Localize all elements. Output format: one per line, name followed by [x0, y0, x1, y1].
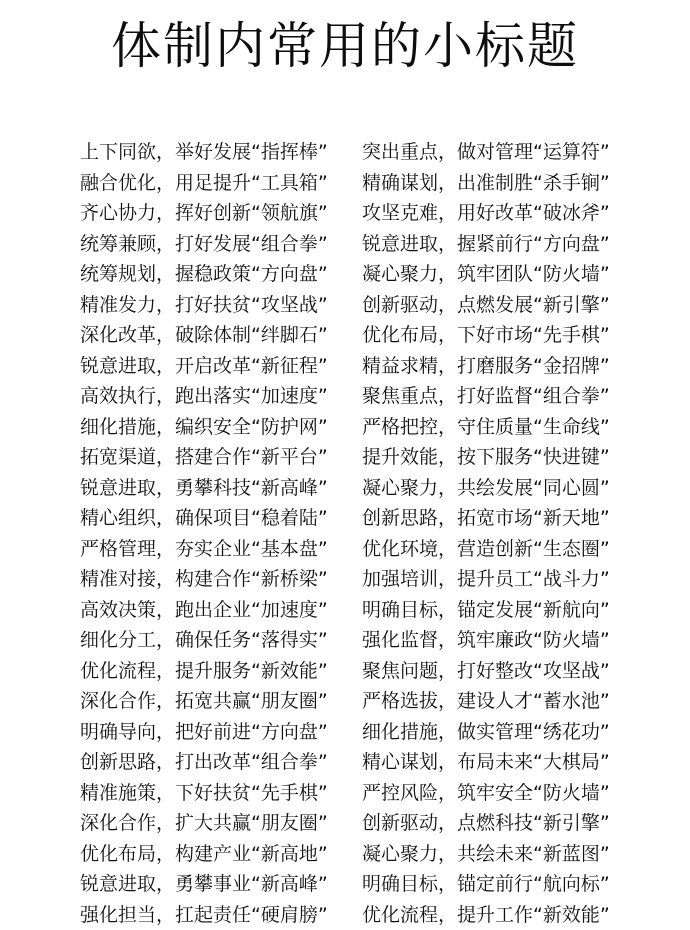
headline-right: 优化布局，下好市场“先手棋”	[362, 320, 610, 350]
headline-left: 优化布局，构建产业“新高地”	[80, 839, 328, 869]
headline-row	[0, 229, 690, 260]
headline-right: 加强培训，提升员工“战斗力”	[362, 564, 610, 594]
headline-right: 创新驱动，点燃发展“新引擎”	[362, 290, 610, 320]
headline-right: 精确谋划，出准制胜“杀手锏”	[362, 168, 610, 198]
headline-left: 齐心协力，挥好创新“领航旗”	[80, 198, 328, 228]
headline-right: 细化措施，做实管理“绣花功”	[362, 717, 610, 747]
headline-right: 攻坚克难，用好改革“破冰斧”	[362, 198, 610, 228]
headline-left: 上下同欲，举好发展“指挥棒”	[80, 137, 328, 167]
headline-row	[0, 808, 690, 839]
headline-row	[0, 320, 690, 351]
headline-row	[0, 534, 690, 565]
headline-left: 锐意进取，开启改革“新征程”	[80, 351, 328, 381]
headline-left: 深化合作，拓宽共赢“朋友圈”	[80, 686, 328, 716]
headline-right: 严格选拔，建设人才“蓄水池”	[362, 686, 610, 716]
headline-row	[0, 595, 690, 626]
headline-right: 提升效能，按下服务“快进键”	[362, 442, 610, 472]
headline-left: 融合优化，用足提升“工具箱”	[80, 168, 328, 198]
headline-left: 锐意进取，勇攀科技“新高峰”	[80, 473, 328, 503]
headline-row	[0, 351, 690, 382]
headline-row	[0, 839, 690, 870]
headline-left: 明确导向，把好前进“方向盘”	[80, 717, 328, 747]
headline-left: 高效执行，跑出落实“加速度”	[80, 381, 328, 411]
headline-list	[0, 137, 690, 930]
headline-row	[0, 656, 690, 687]
headline-left: 统筹规划，握稳政策“方向盘”	[80, 259, 328, 289]
headline-row	[0, 290, 690, 321]
headline-left: 强化担当，扛起责任“硬肩膀”	[80, 900, 328, 930]
headline-left: 统筹兼顾，打好发展“组合拳”	[80, 229, 328, 259]
headline-row	[0, 747, 690, 778]
headline-right: 凝心聚力，筑牢团队“防火墙”	[362, 259, 610, 289]
headline-left: 创新思路，打出改革“组合拳”	[80, 747, 328, 777]
headline-left: 精心组织，确保项目“稳着陆”	[80, 503, 328, 533]
headline-right: 凝心聚力，共绘发展“同心圆”	[362, 473, 610, 503]
headline-right: 创新驱动，点燃科技“新引擎”	[362, 808, 610, 838]
headline-right: 优化流程，提升工作“新效能”	[362, 900, 610, 930]
headline-row	[0, 564, 690, 595]
headline-right: 明确目标，锚定发展“新航向”	[362, 595, 610, 625]
headline-row	[0, 412, 690, 443]
headline-right: 聚焦问题，打好整改“攻坚战”	[362, 656, 610, 686]
headline-right: 优化环境，营造创新“生态圈”	[362, 534, 610, 564]
headline-row	[0, 686, 690, 717]
headline-left: 深化改革，破除体制“绊脚石”	[80, 320, 328, 350]
headline-right: 凝心聚力，共绘未来“新蓝图”	[362, 839, 610, 869]
headline-row	[0, 778, 690, 809]
headline-left: 精准施策，下好扶贫“先手棋”	[80, 778, 328, 808]
headline-left: 高效决策，跑出企业“加速度”	[80, 595, 328, 625]
headline-left: 精准对接，构建合作“新桥梁”	[80, 564, 328, 594]
headline-left: 锐意进取，勇攀事业“新高峰”	[80, 869, 328, 899]
headline-row	[0, 900, 690, 930]
headline-row	[0, 198, 690, 229]
page-title: 体制内常用的小标题	[0, 10, 690, 82]
headline-left: 深化合作，扩大共赢“朋友圈”	[80, 808, 328, 838]
headline-left: 优化流程，提升服务“新效能”	[80, 656, 328, 686]
headline-row	[0, 869, 690, 900]
headline-row	[0, 137, 690, 168]
headline-right: 突出重点，做对管理“运算符”	[362, 137, 610, 167]
headline-right: 锐意进取，握紧前行“方向盘”	[362, 229, 610, 259]
headline-left: 精准发力，打好扶贫“攻坚战”	[80, 290, 328, 320]
headline-row	[0, 625, 690, 656]
headline-row	[0, 442, 690, 473]
headline-right: 强化监督，筑牢廉政“防火墙”	[362, 625, 610, 655]
headline-right: 严控风险，筑牢安全“防火墙”	[362, 778, 610, 808]
headline-right: 创新思路，拓宽市场“新天地”	[362, 503, 610, 533]
headline-right: 精益求精，打磨服务“金招牌”	[362, 351, 610, 381]
headline-row	[0, 503, 690, 534]
headline-right: 明确目标，锚定前行“航向标”	[362, 869, 610, 899]
headline-row	[0, 259, 690, 290]
headline-left: 细化分工，确保任务“落得实”	[80, 625, 328, 655]
headline-left: 细化措施，编织安全“防护网”	[80, 412, 328, 442]
headline-left: 拓宽渠道，搭建合作“新平台”	[80, 442, 328, 472]
headline-right: 精心谋划，布局未来“大棋局”	[362, 747, 610, 777]
headline-left: 严格管理，夯实企业“基本盘”	[80, 534, 328, 564]
headline-right: 严格把控，守住质量“生命线”	[362, 412, 610, 442]
headline-right: 聚焦重点，打好监督“组合拳”	[362, 381, 610, 411]
headline-row	[0, 717, 690, 748]
headline-row	[0, 381, 690, 412]
headline-row	[0, 168, 690, 199]
headline-row	[0, 473, 690, 504]
